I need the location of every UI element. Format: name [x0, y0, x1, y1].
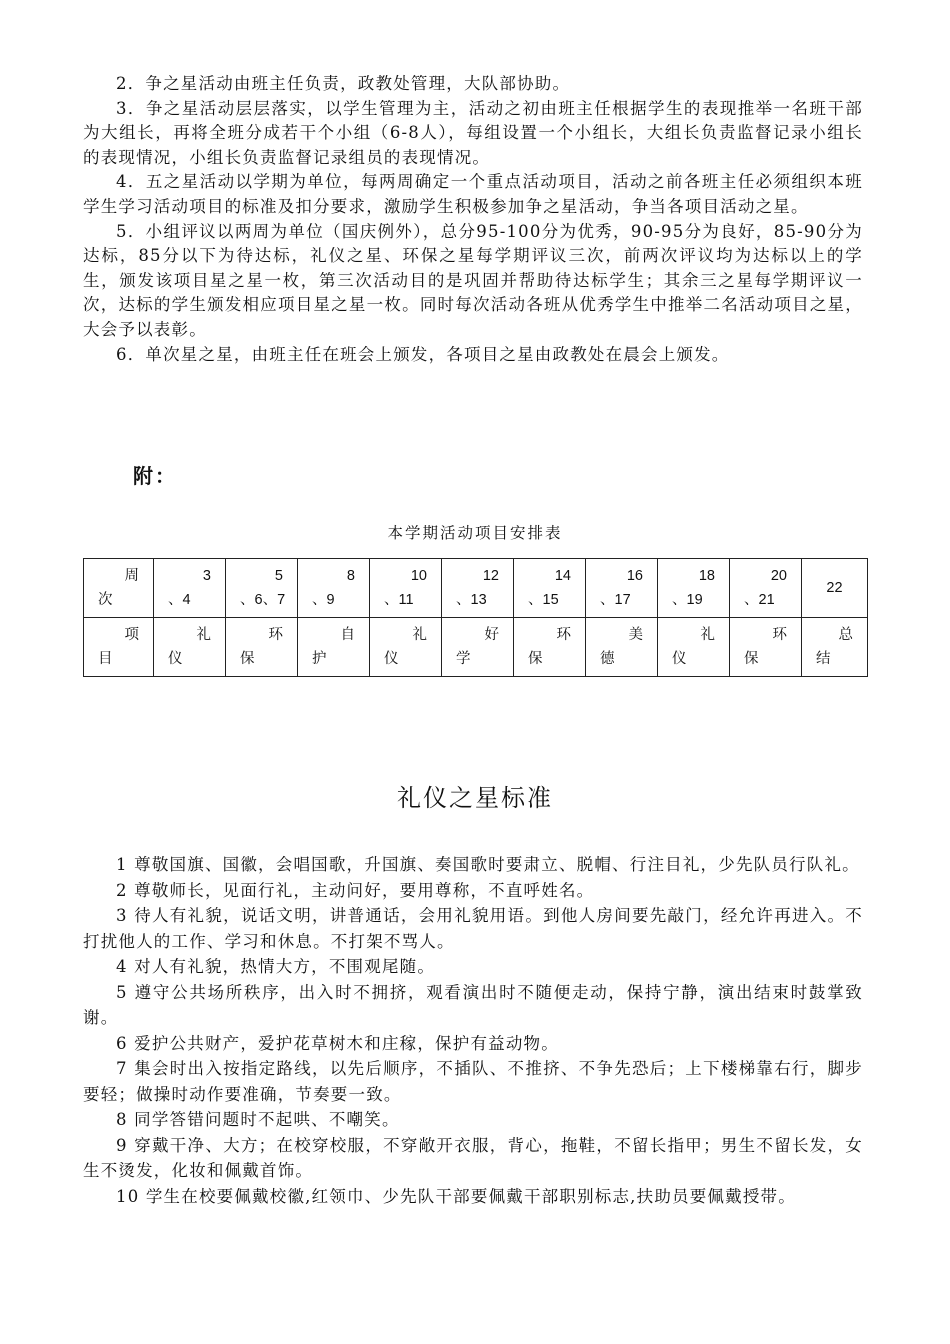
standard-item: 4 对人有礼貌，热情大方，不围观尾随。	[116, 957, 436, 976]
standard-item: 7 集会时出入按指定路线，以先后顺序，不插队、不推挤、不争先恐后；上下楼梯靠右行，脚步要轻；做操时动作要准确，节奏要一致。	[83, 1059, 863, 1104]
standard-item: 1 尊敬国旗、国徽，会唱国歌，升国旗、奏国歌时要肃立、脱帽、行注目礼，少先队员行队礼。	[116, 855, 860, 874]
standard-item: 3 待人有礼貌，说话文明，讲普通话，会用礼貌用语。到他人房间要先敲门，经允许再进入。不打扰他人的工作、学习和休息。不打架不骂人。	[83, 906, 863, 951]
standard-item: 6 爱护公共财产，爱护花草树木和庄稼，保护有益动物。	[116, 1033, 559, 1053]
table-cell: 5 、6、7	[226, 559, 298, 618]
standard-item: 5 遵守公共场所秩序，出入时不拥挤，观看演出时不随便走动，保持宁静，演出结束时鼓掌致谢。	[83, 982, 863, 1027]
schedule-table	[83, 558, 868, 677]
rule-paragraph: 4．五之星活动以学期为单位，每两周确定一个重点活动项目，活动之前各班主任必须组织本班学生学习活动项目的标准及扣分要求，激励学生积极参加争之星活动，争当各项目活动之星。	[83, 172, 863, 216]
rule-paragraph: 5．小组评议以两周为单位（国庆例外），总分95-100分为优秀，90-95分为良好，85-90分为达标，85分以下为待达标，礼仪之星、环保之星每学期评议三次，前两次评议均为达标以上的学生，颁发该项目星之星一枚，第三次活动目的是巩固并帮助待达标学生；其余三之星每学期评议一次，达标的学生颁发相应项目星之星一枚。同时每次活动各班从优秀学生中推举二名活动项目之星，大会予以表彰。	[83, 221, 863, 339]
table-cell: 8 、9	[298, 559, 370, 618]
table-cell: 礼 仪	[370, 618, 442, 677]
appendix-label: 附：	[133, 464, 177, 488]
table-cell: 20 、21	[730, 559, 802, 618]
rule-paragraph: 2．争之星活动由班主任负责，政教处管理，大队部协助。	[116, 74, 571, 93]
standard-item: 2 尊敬师长，见面行礼，主动问好，要用尊称，不直呼姓名。	[116, 880, 595, 900]
rule-paragraph: 3．争之星活动层层落实，以学生管理为主，活动之初由班主任根据学生的表现推举一名班干部为大组长，再将全班分成若干个小组（6-8人），每组设置一个小组长，大组长负责监督记录小组长的表现情况，小组长负责监督记录组员的表现情况。	[83, 98, 863, 167]
table-cell: 环 保	[226, 618, 298, 677]
table-cell: 好 学	[442, 618, 514, 677]
table-cell: 3 、4	[154, 559, 226, 618]
table-cell: 12 、13	[442, 559, 514, 618]
table-cell: 18 、19	[658, 559, 730, 618]
table-cell: 环 保	[730, 618, 802, 677]
table-cell: 周 次	[84, 559, 154, 618]
standard-item: 10 学生在校要佩戴校徽,红领巾、少先队干部要佩戴干部职别标志,扶助员要佩戴授带。	[116, 1186, 796, 1206]
table-cell: 22	[802, 559, 868, 618]
table-cell: 10 、11	[370, 559, 442, 618]
standard-item: 9 穿戴干净、大方；在校穿校服，不穿敞开衣服，背心，拖鞋，不留长指甲；男生不留长发，女生不烫发，化妆和佩戴首饰。	[83, 1135, 863, 1180]
standard-item: 8 同学答错问题时不起哄、不嘲笑。	[116, 1110, 400, 1129]
table-cell: 礼 仪	[658, 618, 730, 677]
rules-section	[83, 72, 863, 367]
table-cell: 礼 仪	[154, 618, 226, 677]
etiquette-standards	[83, 852, 863, 1209]
table-cell: 环 保	[514, 618, 586, 677]
table-cell: 总 结	[802, 618, 868, 677]
table-cell: 自 护	[298, 618, 370, 677]
table-cell: 14 、15	[514, 559, 586, 618]
table-cell: 美 德	[586, 618, 658, 677]
table-cell: 项 目	[84, 618, 154, 677]
rule-paragraph: 6．单次星之星，由班主任在班会上颁发，各项目之星由政教处在晨会上颁发。	[116, 344, 730, 364]
table-caption: 本学期活动项目安排表	[387, 524, 563, 542]
week-row	[84, 559, 868, 618]
table-cell: 16 、17	[586, 559, 658, 618]
item-row	[84, 618, 868, 677]
section-title: 礼仪之星标准	[397, 784, 553, 812]
